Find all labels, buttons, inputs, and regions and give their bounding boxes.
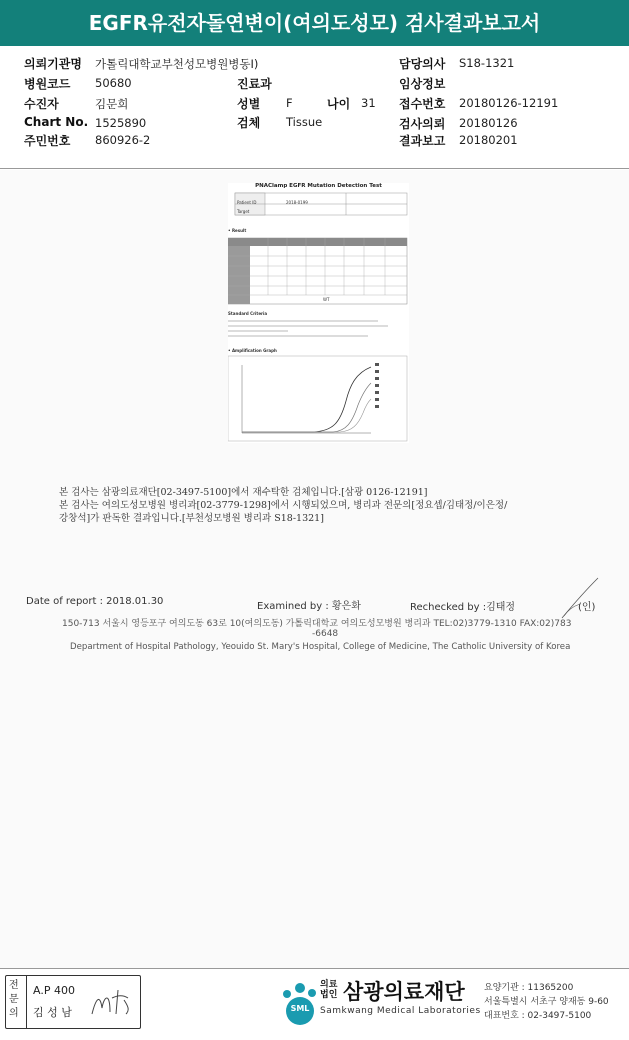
- value-specimen: Tissue: [286, 115, 323, 129]
- examined-by: Examined by : 황은화: [257, 601, 361, 612]
- value-hospital-code: 50680: [95, 76, 132, 90]
- stamp-line-1: A.P 400: [33, 984, 75, 997]
- label-patient-name: 수진자: [24, 97, 59, 111]
- signature-stroke: [560, 576, 605, 621]
- pna-patient-id: 2018-0199: [286, 200, 308, 205]
- label-department: 진료과: [237, 77, 272, 91]
- pna-result-label: • Result: [228, 228, 247, 233]
- value-test-request: 20180126: [459, 116, 518, 130]
- report-title: EGFR유전자돌연변이(여의도성모) 검사결과보고서: [88, 11, 541, 35]
- remark-line-1: 본 검사는 삼광의료재단[02-3497-5100]에서 재수탁한 검체입니다.[삼광 0126-12191]: [59, 487, 428, 498]
- label-resident-no: 주민번호: [24, 134, 71, 148]
- label-result-report: 결과보고: [399, 134, 446, 148]
- remark-line-3: 강창석]가 판독한 결과입니다.[부천성모병원 병리과 S18-1321]: [59, 513, 324, 524]
- stamp-side-text: 전문의: [9, 980, 19, 1019]
- sml-phone: 대표번호 : 02-3497-5100: [484, 1011, 592, 1021]
- value-receipt-no: 20180126-12191: [459, 96, 559, 110]
- value-sex: F: [286, 96, 293, 110]
- sml-institution-code: 요양기관 : 11365200: [484, 983, 574, 993]
- label-test-request: 검사의뢰: [399, 117, 446, 131]
- pnaclamp-report-image: [228, 183, 409, 443]
- header-divider: [0, 168, 629, 169]
- value-result-report: 20180201: [459, 133, 518, 147]
- stamp-line-2: 김 성 남: [33, 1006, 72, 1019]
- seal-mark: (인): [578, 602, 596, 613]
- pna-report-title: PNAClamp EGFR Mutation Detection Test: [255, 183, 382, 189]
- value-chart-no: 1525890: [95, 116, 147, 130]
- pna-graph-label: • Amplification Graph: [228, 348, 277, 353]
- label-hospital-code: 병원코드: [24, 77, 71, 91]
- remark-line-2: 본 검사는 여의도성모병원 병리과[02-3779-1298]에서 시행되었으며, 병리과 전문의[정요셉/김태정/이은정/: [59, 500, 508, 511]
- value-patient-name: 김문희: [95, 97, 129, 111]
- rechecked-by: Rechecked by :김태정: [410, 602, 516, 613]
- sml-name: 삼광의료재단: [343, 980, 465, 1004]
- label-receipt-no: 접수번호: [399, 97, 446, 111]
- label-chart-no: Chart No.: [24, 115, 89, 129]
- pna-criteria-label: Standard Criteria: [228, 311, 268, 316]
- pna-wt-label: WT: [323, 297, 330, 302]
- bottom-divider: [0, 968, 629, 969]
- label-clinical-info: 임상정보: [399, 77, 446, 91]
- date-of-report: Date of report : 2018.01.30: [26, 596, 164, 607]
- label-attending-doctor: 담당의사: [399, 57, 446, 71]
- sml-address: 서울특별시 서초구 양재동 9-60: [484, 997, 609, 1007]
- sml-logo-text: SML: [290, 1004, 310, 1013]
- value-resident-no: 860926-2: [95, 133, 151, 147]
- label-sex: 성별: [237, 97, 261, 111]
- label-age: 나이: [327, 97, 351, 111]
- address-korean: 150-713 서울시 영등포구 여의도동 63로 10(여의도동) 가톨릭대학교 여의도성모병원 병리과 TEL:02)3779-1310 FAX:02)783: [62, 619, 572, 629]
- sml-org-prefix: 의료 법인: [320, 980, 338, 1000]
- pna-target-label: Target: [237, 209, 250, 214]
- value-age: 31: [361, 96, 376, 110]
- value-attending-doctor: S18-1321: [459, 56, 515, 70]
- stamp-divider: [26, 975, 27, 1029]
- label-specimen: 검체: [237, 116, 261, 130]
- stamp-signature: [88, 988, 134, 1020]
- address-english: Department of Hospital Pathology, Yeouido St. Mary's Hospital, College of Medicine, The Catholic University of Korea: [70, 642, 571, 652]
- sml-english-name: Samkwang Medical Laboratories: [320, 1006, 481, 1016]
- value-requesting-institution: 가톨릭대학교부천성모병원병동I): [95, 57, 259, 71]
- pna-patient-id-label: Patient ID: [237, 200, 257, 205]
- address-korean-cont: -6648: [312, 629, 339, 639]
- label-requesting-institution: 의뢰기관명: [24, 57, 82, 71]
